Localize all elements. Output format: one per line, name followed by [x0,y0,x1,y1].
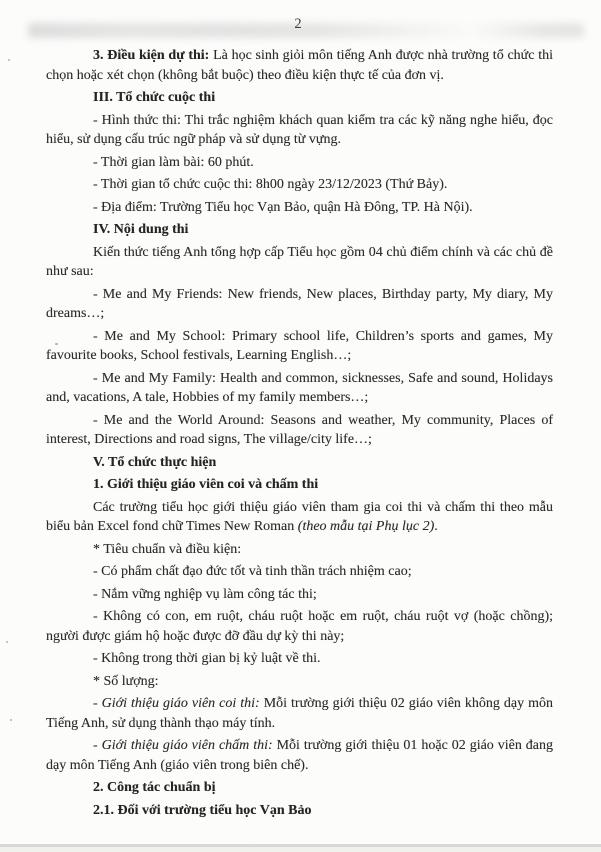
scan-speck [10,719,12,721]
heading-iv-noi-dung-thi: IV. Nội dung thi [93,222,189,237]
paragraph-me-and-my-school: - Me and My School: Primary school life, Children’s sports and games, My favourite books, School festivals, Learning English…; [46,328,553,363]
heading-2-cong-tac-chuan-bi: 2. Công tác chuẩn bị [93,780,216,795]
italic-lead-text: - Giới thiệu giáo viên chấm thi: [93,738,273,753]
paragraph-me-and-my-friends: - Me and My Friends: New friends, New places, Birthday party, My diary, My dreams…; [46,286,553,321]
paragraph-kien-thuc-tieng-anh: Kiến thức tiếng Anh tổng hợp cấp Tiểu học gồm 04 chủ điểm chính và các chủ đề như sau: [46,244,553,279]
paragraph-text: Mỗi trường giới thiệu 01 hoặc 02 giáo viên đang dạy môn Tiếng Anh (giáo viên trong biên chế). [46,738,553,773]
heading-iii-to-chuc-cuoc-thi: III. Tổ chức cuộc thi [93,90,216,105]
scan-speck [55,343,58,345]
document-content [46,46,553,823]
page-number: 2 [294,16,302,32]
paragraph-gioi-thieu-giao-vien-cham-thi [46,736,553,775]
paragraph-dia-diem: - Địa điểm: Trường Tiểu học Vạn Bảo, quận Hà Đông, TP. Hà Nội). [93,199,473,215]
heading-1-gioi-thieu-giao-vien: 1. Giới thiệu giáo viên coi và chấm thi [93,477,319,492]
scan-speck [6,641,8,643]
page-bottom-edge [0,842,601,852]
bold-lead-text: 3. Điều kiện dự thi: [93,48,210,63]
paragraph-thoi-gian-lam-bai: - Thời gian làm bài: 60 phút. [93,154,254,170]
italic-reference-text: (theo mẫu tại Phụ lục 2) [297,519,435,534]
paragraph-dieu-kien-du-thi [46,46,553,85]
paragraph-tieu-chuan-dieu-kien: * Tiêu chuẩn và điều kiện: [93,541,242,557]
heading-v-to-chuc-thuc-hien: V. Tổ chức thực hiện [93,454,217,470]
paragraph-cac-truong-tieu-hoc [46,498,553,537]
paragraph-khong-trong-thoi-gian: - Không trong thời gian bị kỷ luật về thi. [93,651,321,666]
italic-lead-text: - Giới thiệu giáo viên coi thi: [93,696,260,711]
paragraph-nam-vung-nghiep-vu: - Nắm vững nghiệp vụ làm công tác thi; [93,586,317,602]
paragraph-me-and-the-world-around: - Me and the World Around: Seasons and weather, My community, Places of interest, Directions and road signs, The village/city life…; [46,412,553,447]
paragraph-text: Là học sinh giỏi môn tiếng Anh được nhà trường tổ chức thi chọn hoặc xét chọn (không bắt buộc) theo điều kiện thực tế của đơn vị. [46,48,553,83]
paragraph-text: Mỗi trường giới thiệu 02 giáo viên không dạy môn Tiếng Anh, sử dụng thành thạo máy tính. [46,696,553,731]
paragraph-me-and-my-family: - Me and My Family: Health and common, sicknesses, Safe and sound, Holidays and, vacations, A tale, Hobbies of my family members…; [46,370,553,405]
paragraph-tail-text: . [434,519,438,534]
heading-2-1-truong-van-bao: 2.1. Đối với trường tiểu học Vạn Bảo [93,802,312,818]
paragraph-khong-co-con: - Không có con, em ruột, cháu ruột hoặc em ruột, cháu ruột vợ (hoặc chồng); người được giám hộ hoặc được đỡ đầu dự kỳ thi này; [46,609,553,644]
paragraph-text: Các trường tiểu học giới thiệu giáo viên tham gia coi thi và chấm thi theo mẫu biểu bản Excel fond chữ Times New Roman [46,499,553,534]
paragraph-gioi-thieu-giao-vien-coi-thi [46,694,553,733]
scan-speck [8,59,10,61]
paragraph-hinh-thuc-thi: - Hình thức thi: Thi trắc nghiệm khách quan kiểm tra các kỹ năng nghe hiểu, đọc hiểu, sử dụng cấu trúc ngữ pháp và sử dụng từ vựng. [46,112,553,147]
paragraph-so-luong: * Số lượng: [93,673,159,689]
paragraph-thoi-gian-to-chuc: - Thời gian tổ chức cuộc thi: 8h00 ngày 23/12/2023 (Thứ Bảy). [93,177,448,192]
paragraph-pham-chat-dao-duc: - Có phẩm chất đạo đức tốt và tinh thần trách nhiệm cao; [93,564,412,579]
